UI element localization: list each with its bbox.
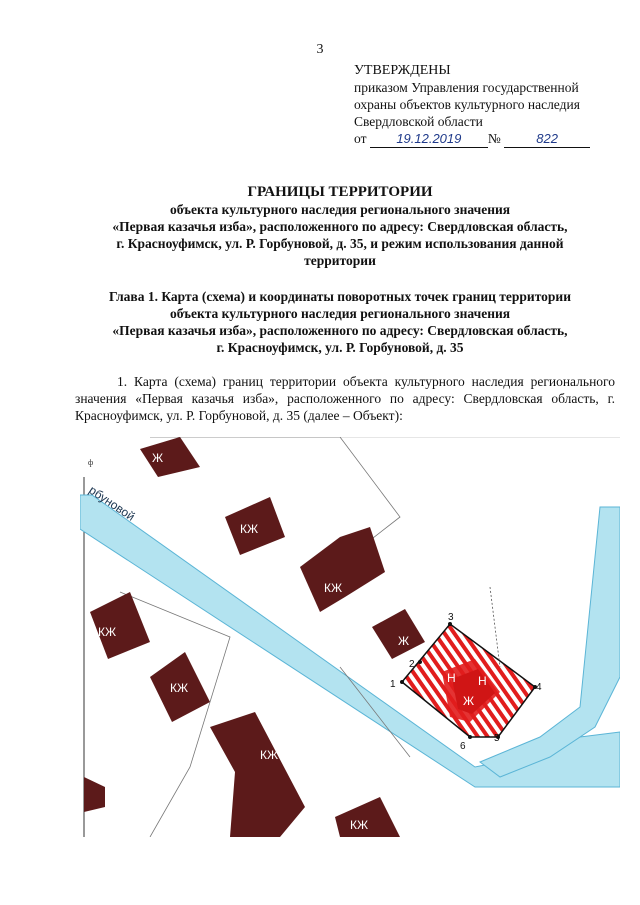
page-number: 3 [316,42,324,57]
building-label: КЖ [350,818,369,832]
approval-block [354,62,590,148]
object-label-zh: Ж [463,694,475,708]
point-label-1: 1 [390,679,396,690]
building-label: КЖ [260,748,279,762]
approval-line: Свердловской области [354,114,483,129]
building-label: КЖ [98,625,117,639]
street-label: рбуновой [86,482,138,524]
approval-line: приказом Управления государственной [354,80,579,95]
handwritten-date: 19.12.2019 [370,130,488,148]
subtitle-line: «Первая казачья изба», расположенного по адресу: Свердловская область, [112,219,568,234]
approval-date-line [354,130,590,148]
boundary-point [400,680,404,684]
chapter-line: объекта культурного наследия регионального значения [169,306,511,321]
boundary-point [468,735,472,739]
chapter-line: Глава 1. Карта (схема) и координаты поворотных точек границ территории [109,289,571,304]
point-label-3: 3 [448,612,454,623]
approval-title: УТВЕРЖДЕНЫ [354,63,451,78]
building-label: КЖ [240,522,259,536]
chapter-line: г. Красноуфимск, ул. Р. Горбуновой, д. 35 [216,340,464,355]
object-label-n: Н [478,674,487,688]
building-label: Ж [398,634,410,648]
building-kzh [300,527,385,612]
boundary-point [418,660,422,664]
marker-small: ф [88,458,94,467]
site-map [80,437,620,837]
approval-line: охраны объектов культурного наследия [354,97,580,112]
lot-outline [340,667,410,757]
document-subtitle [60,201,620,269]
building-label: Ж [152,451,164,465]
point-label-5: 5 [494,733,500,744]
number-prefix: № [487,131,501,146]
subtitle-line: территории [304,253,376,268]
building-label: КЖ [324,581,343,595]
chapter-heading [60,288,620,356]
paragraph-1: 1. Карта (схема) границ территории объекта культурного наследия регионального значения «Первая казачья изба», расположенного по адресу: Свердловская область, г. Красноуфимск, ул. Р. Горбуновой, д. 35 (далее – Объект): [75,374,615,423]
chapter-line: «Первая казачья изба», расположенного по адресу: Свердловская область, [112,323,568,338]
document-title: ГРАНИЦЫ ТЕРРИТОРИИ [247,184,433,200]
building-kzh [210,712,305,837]
subtitle-line: г. Красноуфимск, ул. Р. Горбуновой, д. 35, и режим использования данной [116,236,564,251]
point-label-2: 2 [409,659,415,670]
building-edge [84,777,105,812]
building-zh [140,437,200,477]
object-label-n: Н [447,671,456,685]
date-prefix: от [354,131,367,146]
subtitle-line: объекта культурного наследия регионального значения [169,202,511,217]
point-label-4: 4 [536,682,542,693]
point-label-6: 6 [460,741,466,752]
building-label: КЖ [170,681,189,695]
handwritten-number: 822 [504,130,590,148]
